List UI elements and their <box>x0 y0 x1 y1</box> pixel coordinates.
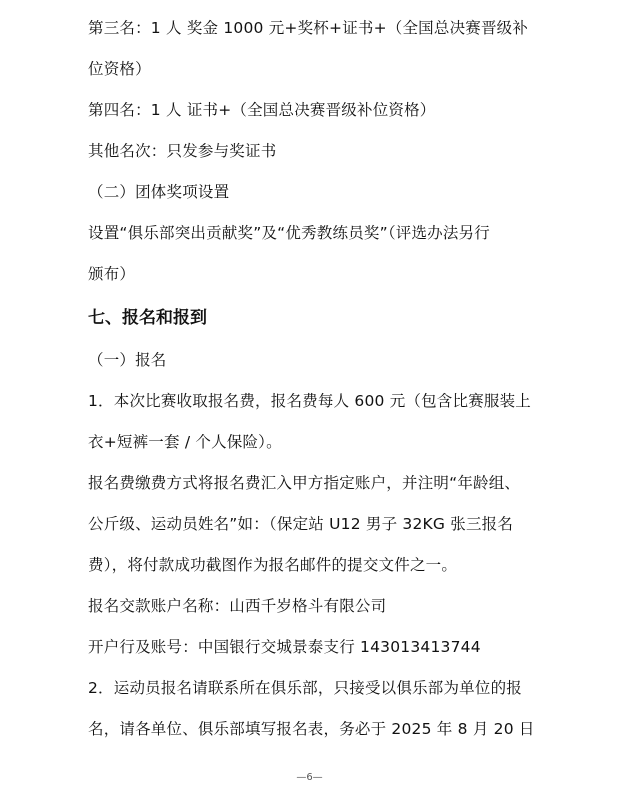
account-name-line: 报名交款账户名称：山西千岁格斗有限公司 <box>88 597 387 615</box>
team-awards-subheading: （二）团体奖项设置 <box>88 183 230 201</box>
prize-fourth-line: 第四名：1 人 证书+（全国总决赛晋级补位资格） <box>88 101 436 119</box>
club-registration-line-1: 2．运动员报名请联系所在俱乐部，只接受以俱乐部为单位的报 <box>88 679 522 697</box>
section-heading-registration: 七、报名和报到 <box>88 308 207 328</box>
fee-line-1: 1．本次比赛收取报名费，报名费每人 600 元（包含比赛服装上 <box>88 392 532 410</box>
fee-line-2: 衣+短裤一套 / 个人保险）。 <box>88 433 282 451</box>
payment-line-2: 公斤级、运动员姓名”如：（保定站 U12 男子 32KG 张三报名 <box>88 515 514 533</box>
payment-line-1: 报名费缴费方式将报名费汇入甲方指定账户，并注明“年龄组、 <box>88 474 521 492</box>
document-body <box>88 8 536 750</box>
registration-subheading: （一）报名 <box>88 351 167 369</box>
team-awards-line-1: 设置“俱乐部突出贡献奖”及“优秀教练员奖”（评选办法另行 <box>88 224 490 242</box>
prize-third-line-2: 位资格） <box>88 60 151 78</box>
club-registration-line-2: 名，请各单位、俱乐部填写报名表，务必于 2025 年 8 月 20 日 <box>88 720 535 738</box>
prize-third-line-1: 第三名：1 人 奖金 1000 元+奖杯+证书+（全国总决赛晋级补 <box>88 19 529 37</box>
page-number: —6— <box>296 772 323 783</box>
payment-line-3: 费），将付款成功截图作为报名邮件的提交文件之一。 <box>88 556 458 574</box>
bank-account-line: 开户行及账号：中国银行交城景泰支行 143013413744 <box>88 638 481 656</box>
prize-others-line: 其他名次：只发参与奖证书 <box>88 142 277 160</box>
team-awards-line-2: 颁布） <box>88 265 136 283</box>
